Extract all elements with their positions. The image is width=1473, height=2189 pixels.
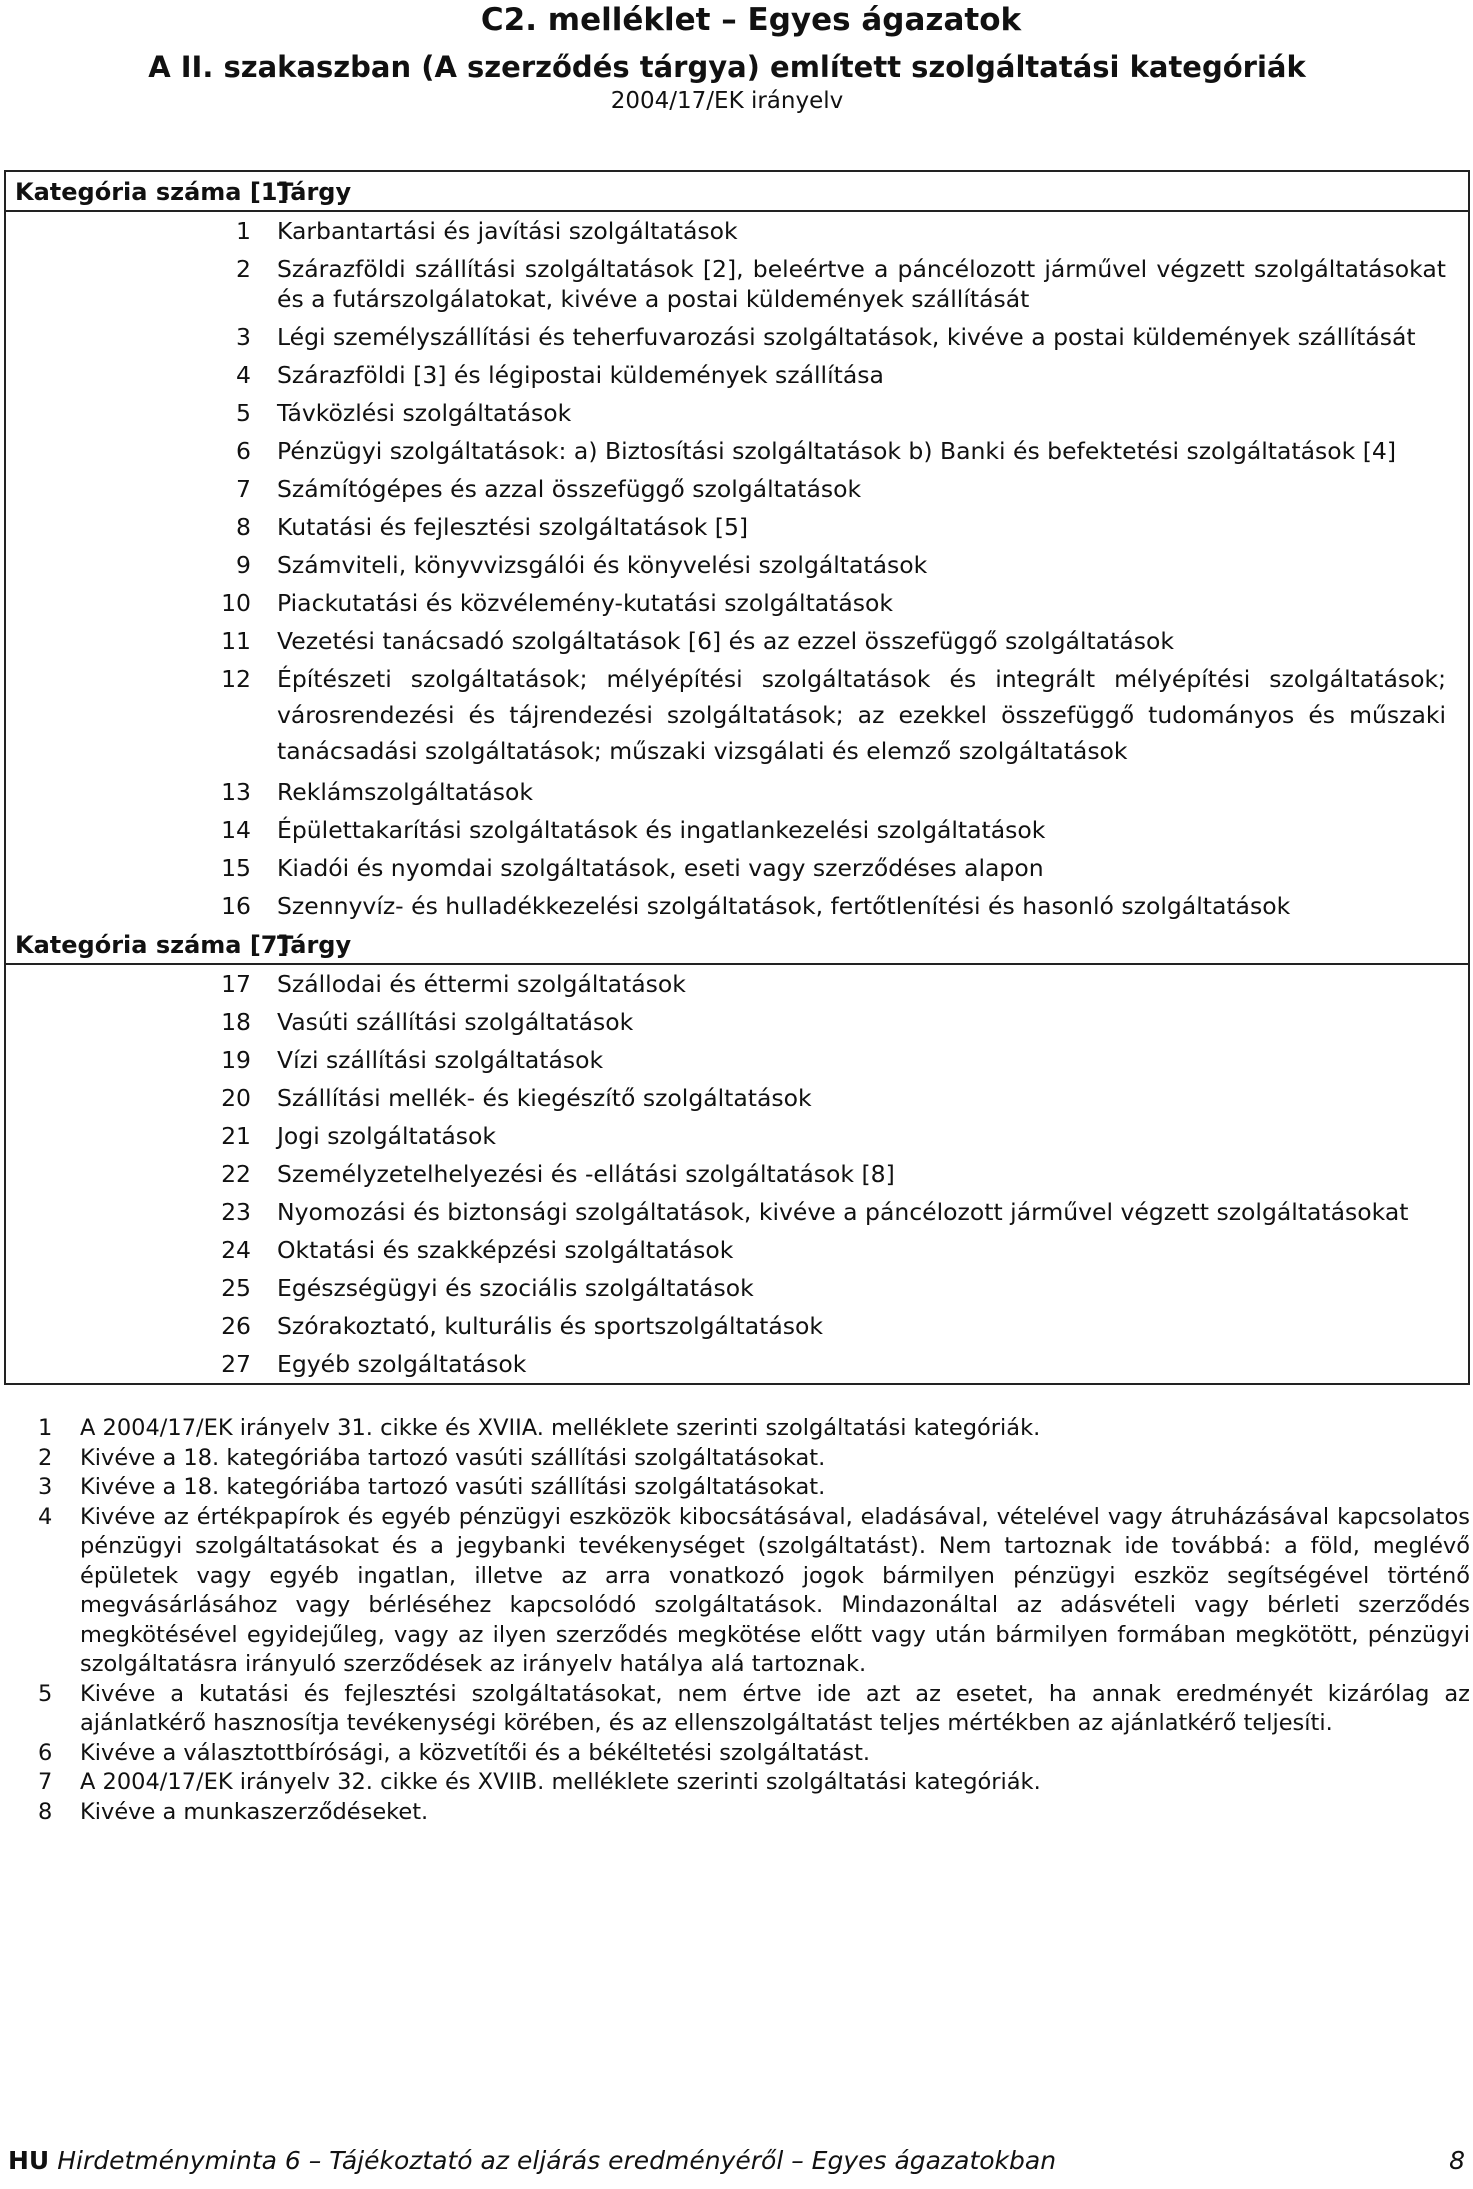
footnote-number: 7	[38, 1769, 53, 1795]
footnotes	[38, 1414, 1470, 1827]
footnote-number: 2	[38, 1444, 53, 1471]
category-number: 27	[221, 1350, 251, 1378]
category-subject: Oktatási és szakképzési szolgáltatások	[277, 1236, 734, 1264]
category-subject: Épülettakarítási szolgáltatások és ingatlankezelési szolgáltatások	[277, 816, 1046, 844]
category-subject: Szárazföldi [3] és légipostai küldemények szállítása	[277, 361, 884, 389]
table-row	[6, 432, 1468, 470]
category-subject: Pénzügyi szolgáltatások: a) Biztosítási szolgáltatások b) Banki és befektetési szolgáltatások [4]	[277, 437, 1397, 465]
table-row	[6, 546, 1468, 584]
category-number: 3	[236, 323, 251, 351]
footnote-number: 1	[38, 1415, 53, 1441]
category-subject: Vízi szállítási szolgáltatások	[277, 1046, 604, 1074]
category-number: 11	[221, 627, 251, 655]
table-row	[6, 811, 1468, 849]
table-row	[6, 887, 1468, 925]
category-subject: Szórakoztató, kulturális és sportszolgáltatások	[277, 1312, 823, 1340]
category-number: 25	[221, 1274, 251, 1302]
category-number: 26	[221, 1312, 251, 1340]
category-number: 23	[221, 1198, 251, 1226]
category-subject: Piackutatási és közvélemény-kutatási szolgáltatások	[277, 589, 894, 617]
footnote-text: Kivéve a választottbírósági, a közvetítői és a békéltetési szolgáltatást.	[80, 1739, 871, 1766]
category-subject: Távközlési szolgáltatások	[277, 399, 572, 427]
category-number: 21	[221, 1122, 251, 1150]
table-row	[6, 1231, 1468, 1269]
category-number: 9	[236, 551, 251, 579]
footnote-number: 4	[38, 1503, 53, 1530]
footnote-text: A 2004/17/EK irányelv 31. cikke és XVIIA. melléklete szerinti szolgáltatási kategóriák.	[80, 1415, 1041, 1441]
column-header-category: Kategória száma [1]	[15, 178, 289, 206]
category-subject: Szennyvíz- és hulladékkezelési szolgáltatások, fertőtlenítési és hasonló szolgáltatások	[277, 892, 1291, 920]
table-row	[6, 1117, 1468, 1155]
table-row	[6, 660, 1468, 773]
footnote	[38, 1414, 1470, 1444]
category-subject: Szállodai és éttermi szolgáltatások	[277, 970, 686, 998]
category-number: 16	[221, 892, 251, 920]
table-row	[6, 1003, 1468, 1041]
table-row	[6, 356, 1468, 394]
footnote-text: Kivéve a 18. kategóriába tartozó vasúti szállítási szolgáltatásokat.	[80, 1444, 826, 1471]
country-code: HU	[8, 2146, 50, 2175]
category-number: 14	[221, 816, 251, 844]
table-header-row	[6, 925, 1468, 965]
footnote	[38, 1444, 1470, 1474]
table-row	[6, 849, 1468, 887]
table-row	[6, 212, 1468, 250]
table-row	[6, 1345, 1468, 1383]
category-subject: Szállítási mellék- és kiegészítő szolgáltatások	[277, 1084, 812, 1112]
footnote-text: Kivéve a munkaszerződéseket.	[80, 1798, 429, 1825]
category-number: 15	[221, 854, 251, 882]
footnote-text: Kivéve az értékpapírok és egyéb pénzügyi eszközök kibocsátásával, eladásával, vételével vagy átruházásával kapcsolatos pénzügyi szolgáltatásokat és a jegybanki tevékenységet (szolgáltatást). Nem tartoznak ide továbbá: a föld, meglévő épületek vagy egyéb ingatlan, illetve az arra vonatkozó jogok bármilyen pénzügyi eszköz segítségével történő megvásárlásához vagy bérléséhez kapcsolódó szolgáltatások. Mindazonáltal az adásvételi vagy bérleti szerződés megkötésével egyidejűleg, vagy az ilyen szerződés megkötése előtt vagy után bármilyen formában megkötött, pénzügyi szolgáltatásra irányuló szerződések az irányelv hatálya alá tartoznak.	[80, 1503, 1470, 1677]
category-subject: Karbantartási és javítási szolgáltatások	[277, 217, 738, 245]
footnote	[38, 1473, 1470, 1503]
category-number: 2	[236, 255, 251, 283]
page-number: 8	[1449, 2146, 1465, 2175]
footnote	[38, 1798, 1470, 1828]
table-row	[6, 965, 1468, 1003]
service-category-table	[4, 170, 1470, 1385]
table-row	[6, 1155, 1468, 1193]
table-row	[6, 318, 1468, 356]
category-subject: Egészségügyi és szociális szolgáltatások	[277, 1274, 754, 1302]
category-number: 24	[221, 1236, 251, 1264]
category-subject: Kiadói és nyomdai szolgáltatások, eseti vagy szerződéses alapon	[277, 854, 1044, 882]
table-row	[6, 1079, 1468, 1117]
table-row	[6, 508, 1468, 546]
category-number: 13	[221, 778, 251, 806]
category-subject: Személyzetelhelyezési és -ellátási szolgáltatások [8]	[277, 1160, 895, 1188]
category-number: 7	[236, 475, 251, 503]
category-subject: Vasúti szállítási szolgáltatások	[277, 1008, 634, 1036]
table-row	[6, 584, 1468, 622]
category-subject: Számviteli, könyvvizsgálói és könyvelési szolgáltatások	[277, 551, 928, 579]
category-subject: Számítógépes és azzal összefüggő szolgáltatások	[277, 475, 862, 503]
table-row	[6, 773, 1468, 811]
footnote	[38, 1768, 1470, 1798]
table-row	[6, 1269, 1468, 1307]
category-subject: Egyéb szolgáltatások	[277, 1350, 527, 1378]
category-number: 6	[236, 437, 251, 465]
category-number: 22	[221, 1160, 251, 1188]
category-number: 17	[221, 970, 251, 998]
category-number: 4	[236, 361, 251, 389]
footnote-number: 6	[38, 1739, 53, 1766]
footnote-text: Kivéve a kutatási és fejlesztési szolgáltatásokat, nem értve ide azt az esetet, ha annak eredményét kizárólag az ajánlatkérő hasznosítja tevékenységi körében, és az ellenszolgáltatást teljes mértékben az ajánlatkérő teljesíti.	[80, 1680, 1470, 1736]
table-row	[6, 1041, 1468, 1079]
category-number: 5	[236, 399, 251, 427]
category-subject: Vezetési tanácsadó szolgáltatások [6] és az ezzel összefüggő szolgáltatások	[277, 627, 1174, 655]
page-title: C2. melléklet – Egyes ágazatok	[480, 2, 1022, 38]
page-footer	[8, 2146, 1056, 2175]
footnote-number: 5	[38, 1680, 53, 1707]
directive-label: 2004/17/EK irányelv	[610, 88, 844, 114]
footnote	[38, 1680, 1470, 1739]
column-header-category: Kategória száma [7]	[15, 931, 289, 959]
footnote-number: 3	[38, 1474, 53, 1500]
category-subject: Jogi szolgáltatások	[277, 1122, 497, 1150]
category-number: 18	[221, 1008, 251, 1036]
footer-text: Hirdetményminta 6 – Tájékoztató az eljárás eredményéről – Egyes ágazatokban	[57, 2146, 1057, 2175]
category-subject: Légi személyszállítási és teherfuvarozási szolgáltatások, kivéve a postai küldemények szállítását	[277, 323, 1416, 351]
category-subject: Építészeti szolgáltatások; mélyépítési szolgáltatások és integrált mélyépítési szolgáltatások; városrendezési és tájrendezési szolgáltatások; az ezekkel összefüggő tudományos és műszaki tanácsadási szolgáltatások; műszaki vizsgálati és elemző szolgáltatások	[277, 665, 1446, 765]
column-header-subject: Tárgy	[277, 931, 352, 959]
table-row	[6, 1193, 1468, 1231]
column-header-subject: Tárgy	[277, 178, 352, 206]
footnote-text: Kivéve a 18. kategóriába tartozó vasúti szállítási szolgáltatásokat.	[80, 1474, 826, 1500]
page-subtitle: A II. szakaszban (A szerződés tárgya) említett szolgáltatási kategóriák	[148, 50, 1306, 84]
table-row	[6, 470, 1468, 508]
footnote	[38, 1503, 1470, 1680]
table-row	[6, 1307, 1468, 1345]
table-row	[6, 250, 1468, 318]
category-subject: Szárazföldi szállítási szolgáltatások [2], beleértve a páncélozott járművel végzett szolgáltatásokat és a futárszolgálatokat, kivéve a postai küldemények szállítását	[277, 255, 1446, 313]
category-subject: Kutatási és fejlesztési szolgáltatások [5]	[277, 513, 749, 541]
footnote-number: 8	[38, 1798, 53, 1825]
category-subject: Reklámszolgáltatások	[277, 778, 533, 806]
table-row	[6, 622, 1468, 660]
category-number: 8	[236, 513, 251, 541]
table-header-row	[6, 172, 1468, 212]
category-subject: Nyomozási és biztonsági szolgáltatások, kivéve a páncélozott járművel végzett szolgáltatásokat	[277, 1198, 1409, 1226]
category-number: 19	[221, 1046, 251, 1074]
table-row	[6, 394, 1468, 432]
footnote-text: A 2004/17/EK irányelv 32. cikke és XVIIB. melléklete szerinti szolgáltatási kategóriák.	[80, 1769, 1041, 1795]
category-number: 20	[221, 1084, 251, 1112]
footnote	[38, 1739, 1470, 1769]
category-number: 1	[236, 217, 251, 245]
category-number: 12	[221, 665, 251, 693]
category-number: 10	[221, 589, 251, 617]
